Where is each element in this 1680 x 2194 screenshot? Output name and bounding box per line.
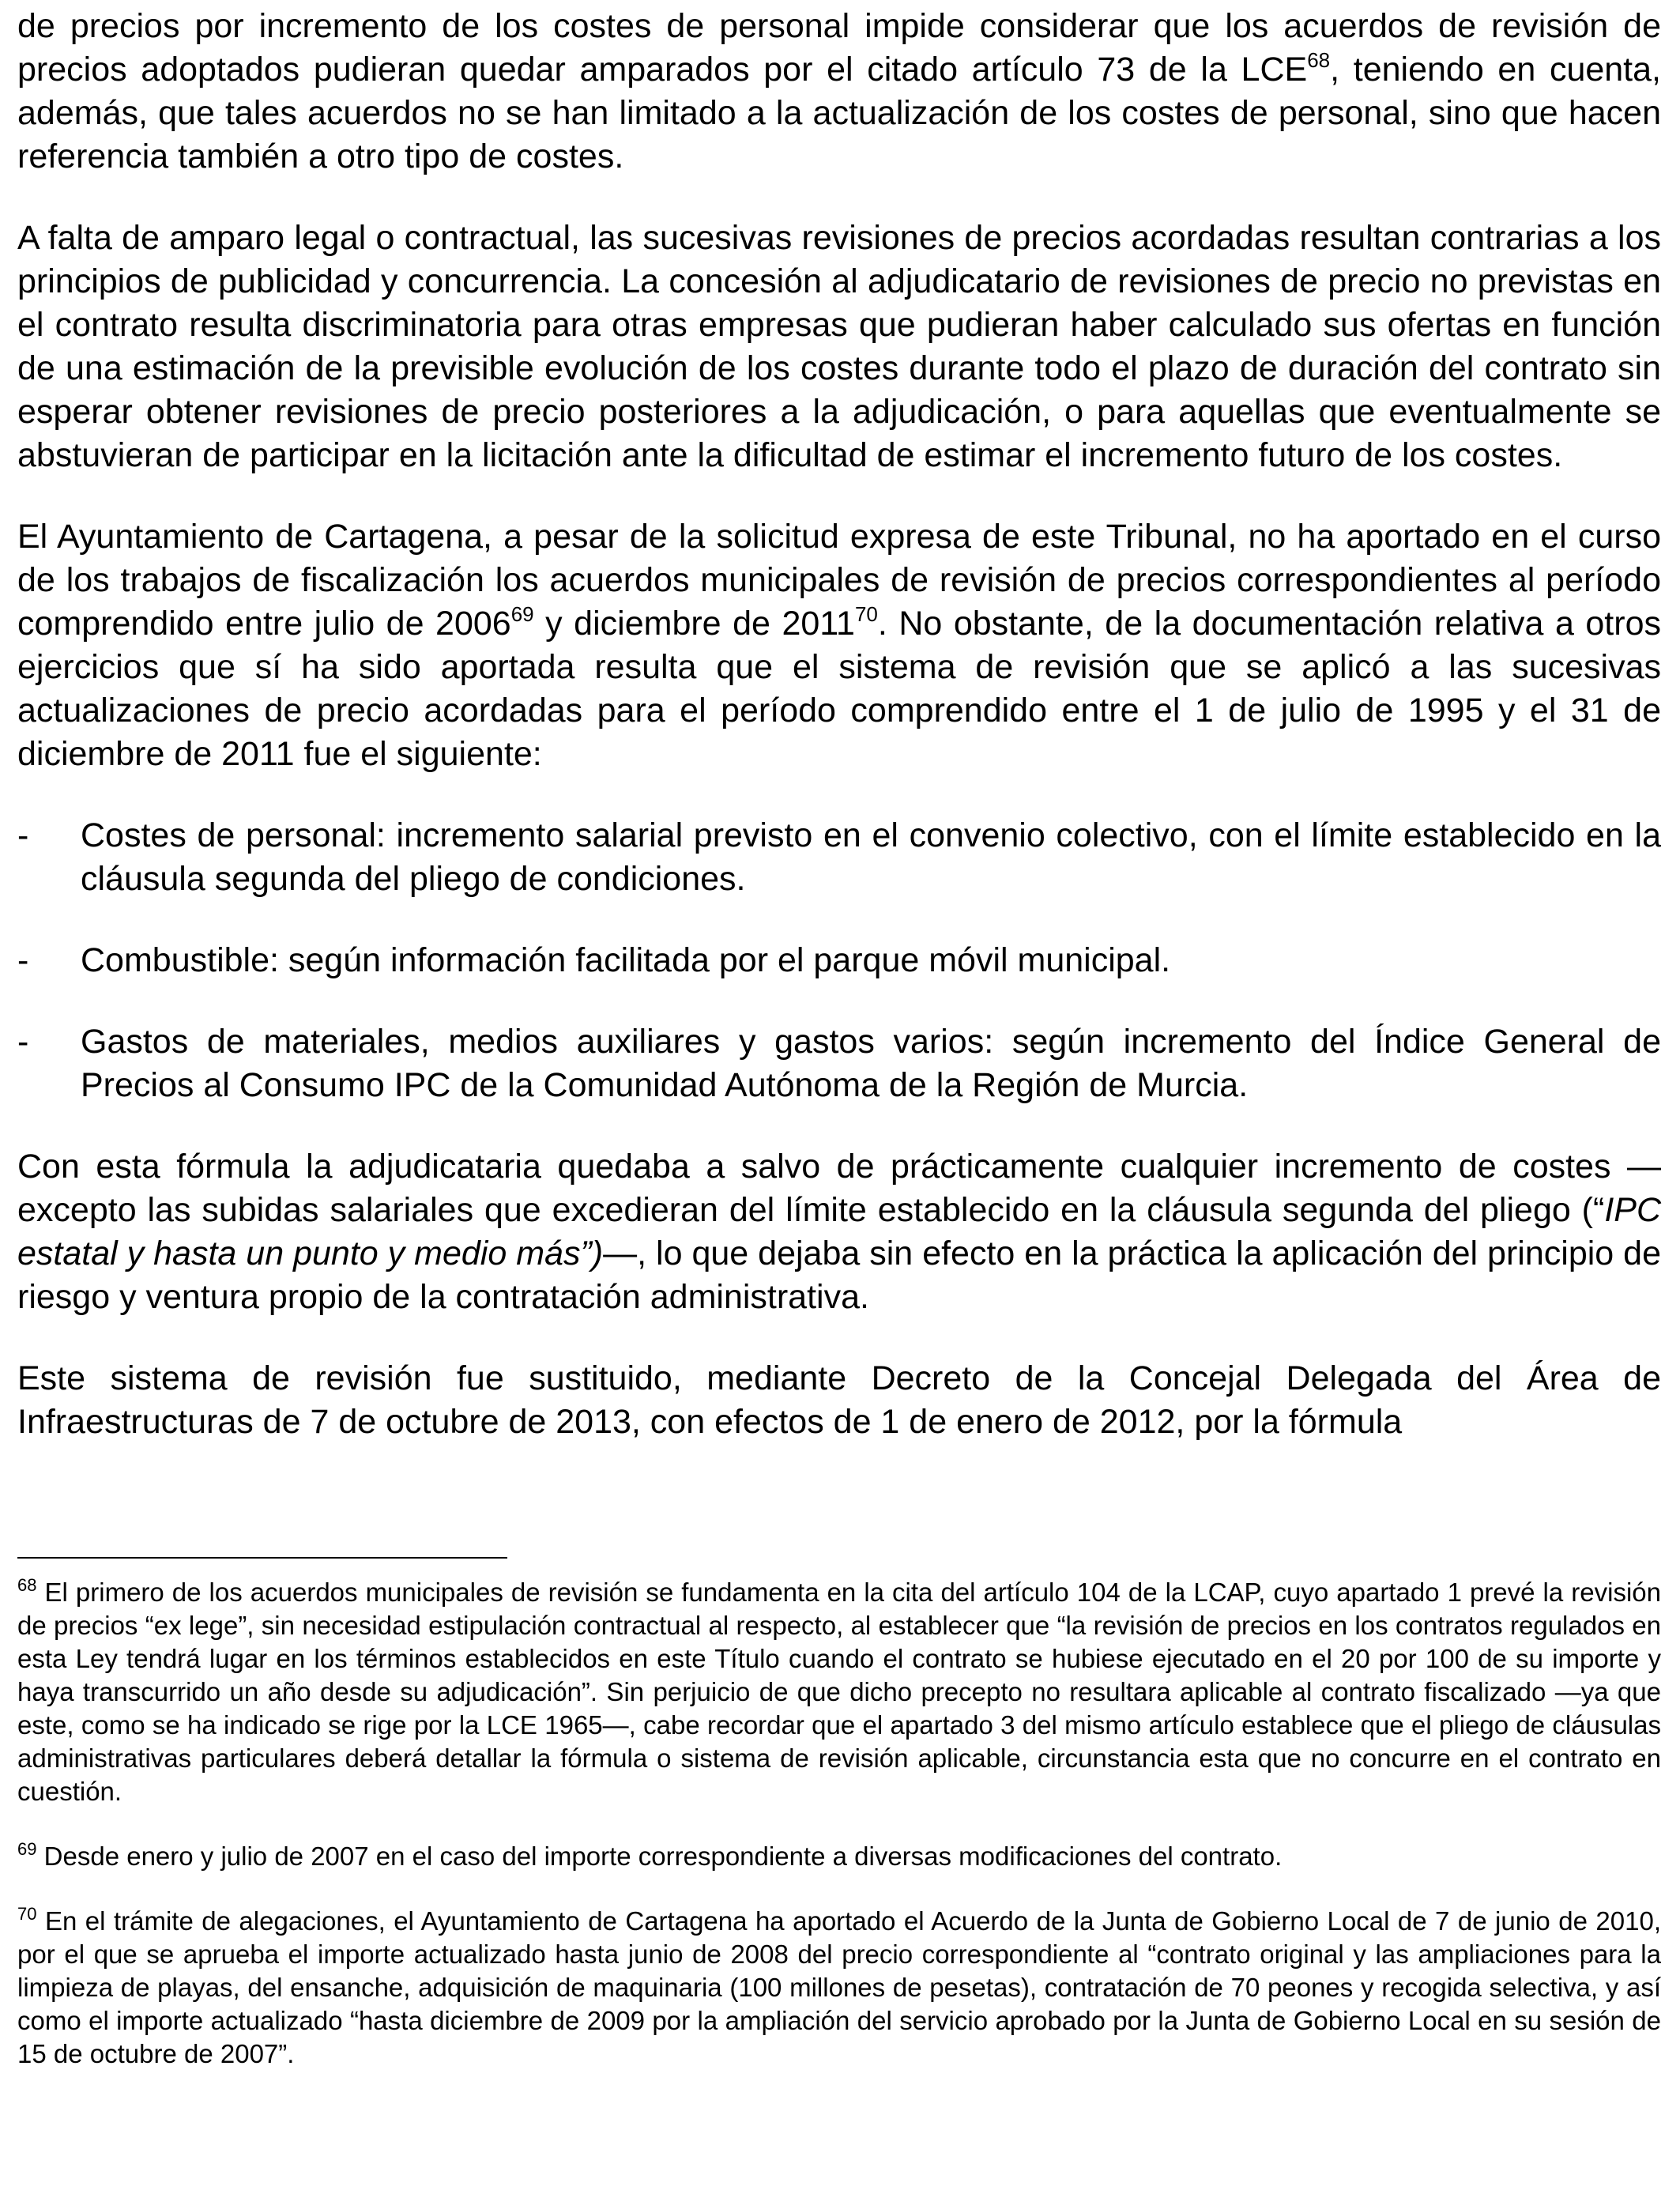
paragraph-3 [17,515,1661,776]
list-item [17,939,1661,982]
footnote-number: 70 [17,1904,37,1924]
footnote-69 [17,1840,1661,1873]
list-item-text: Combustible: según información facilitada por el parque móvil municipal. [81,941,1171,979]
footnote-number: 69 [17,1839,37,1859]
list-dash: - [17,816,29,854]
paragraph-text: . No obstante, de la documentación relativa a otros ejercicios que sí ha sido aportada resulta que el sistema de revisión que se aplicó a las sucesivas actualizaciones de precio acordadas para el período comprendido entre el 1 de julio de 1995 y el 31 de diciembre de 2011 fue el siguiente: [17,605,1661,773]
footnote-68 [17,1576,1661,1808]
list-item [17,1020,1661,1107]
footnote-text: El primero de los acuerdos municipales de revisión se fundamenta en la cita del artículo 104 de la LCAP, cuyo apartado 1 prevé la revisión de precios “ex lege”, sin necesidad estipulación contractual al respecto, al establecer que “la revisión de precios en los contratos regulados en esta Ley tendrá lugar en los términos establecidos en este Título cuando el contrato se hubiese ejecutado en el 20 por 100 de su importe y haya transcurrido un año desde su adjudicación”. Sin perjuicio de que dicho precepto no resultara aplicable al contrato fiscalizado —ya que este, como se ha indicado se rige por la LCE 1965—, cabe recordar que el apartado 3 del mismo artículo establece que el pliego de cláusulas administrativas particulares deberá detallar la fórmula o sistema de revisión aplicable, circunstancia esta que no concurre en el contrato en cuestión. [17,1578,1661,1806]
paragraph-text: y diciembre de 2011 [533,605,855,643]
paragraph-5: Este sistema de revisión fue sustituido, mediante Decreto de la Concejal Delegada del Área de Infraestructuras de 7 de octubre de 2013, con efectos de 1 de enero de 2012, por la fórmula [17,1359,1661,1441]
revision-system-list [17,814,1661,1107]
paragraph-text: El Ayuntamiento de Cartagena, a pesar de la solicitud expresa de este Tribunal, no ha aportado en el curso de los trabajos de fiscalización los acuerdos municipales de revisión de precios correspondientes al período comprendido entre julio de 2006 [17,518,1661,643]
document-body [17,5,1661,1444]
footnote-text: Desde enero y julio de 2007 en el caso del importe correspondiente a diversas modificaciones del contrato. [36,1842,1283,1871]
footnote-number: 68 [17,1575,37,1595]
footnote-70 [17,1905,1661,2071]
paragraph-text: Con esta fórmula la adjudicataria quedaba a salvo de prácticamente cualquier incremento de costes —excepto las subidas salariales que excedieran del límite establecido en la cláusula segunda del pliego (“ [17,1148,1661,1229]
paragraph-4 [17,1145,1661,1319]
footnote-text: En el trámite de alegaciones, el Ayuntamiento de Cartagena ha aportado el Acuerdo de la Junta de Gobierno Local de 7 de junio de 2010, por el que se aprueba el importe actualizado hasta junio de 2008 del precio correspondiente al “contrato original y las ampliaciones para la limpieza de playas, del ensanche, adquisición de maquinaria (100 millones de pesetas), contratación de 70 peones y recogida selectiva, y así como el importe actualizado “hasta diciembre de 2009 por la ampliación del servicio aprobado por la Junta de Gobierno Local en su sesión de 15 de octubre de 2007”. [17,1906,1661,2068]
paragraph-text: de precios por incremento de los costes de personal impide considerar que los acuerdos de revisión de precios adoptados pudieran quedar amparados por el citado artículo 73 de la LCE [17,7,1661,89]
list-dash: - [17,941,29,979]
footnotes [17,1576,1661,2071]
footnote-ref-68[interactable]: 68 [1307,48,1331,72]
paragraph-2: A falta de amparo legal o contractual, las sucesivas revisiones de precios acordadas resultan contrarias a los principios de publicidad y concurrencia. La concesión al adjudicatario de revisiones de precio no previstas en el contrato resulta discriminatoria para otras empresas que pudieran haber calculado sus ofertas en función de una estimación de la previsible evolución de los costes durante todo el plazo de duración del contrato sin esperar obtener revisiones de precio posteriores a la adjudicación, o para aquellas que eventualmente se abstuvieran de participar en la licitación ante la dificultad de estimar el incremento futuro de los costes. [17,219,1661,474]
list-item-text: Gastos de materiales, medios auxiliares y gastos varios: según incremento del Índice General de Precios al Consumo IPC de la Comunidad Autónoma de la Región de Murcia. [81,1023,1661,1104]
paragraph-text: , teniendo en cuenta, además, que tales acuerdos no se han limitado a la actualización de los costes de personal, sino que hacen referencia también a otro tipo de costes. [17,51,1661,175]
italic-quote: IPC estatal y hasta un punto y medio más”) [17,1191,1661,1272]
paragraph-text: —, lo que dejaba sin efecto en la práctica la aplicación del principio de riesgo y ventura propio de la contratación administrativa. [17,1235,1661,1316]
footnote-ref-69[interactable]: 69 [510,602,534,626]
list-item-text: Costes de personal: incremento salarial previsto en el convenio colectivo, con el límite establecido en la cláusula segunda del pliego de condiciones. [81,816,1661,898]
list-dash: - [17,1023,29,1061]
list-item [17,814,1661,901]
footnote-separator [17,1557,507,1559]
footnote-ref-70[interactable]: 70 [854,602,878,626]
paragraph-1 [17,5,1661,179]
